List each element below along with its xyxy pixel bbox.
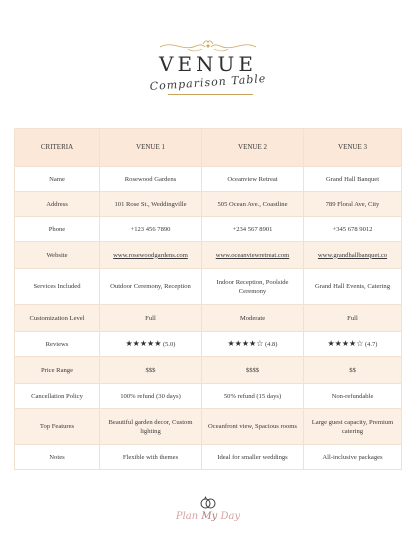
page-subtitle: Comparison Table — [149, 71, 267, 94]
page-footer — [0, 495, 416, 535]
table-row-reviews — [15, 332, 402, 357]
table-cell: 50% refund (15 days) — [202, 384, 304, 409]
star-rating-icon: ★★★★☆ — [327, 339, 364, 348]
website-link[interactable]: www.rosewoodgardens.com — [113, 251, 188, 259]
row-label: Services Included — [15, 269, 100, 305]
row-label: Notes — [15, 445, 100, 470]
table-cell: Grand Hall Events, Catering — [304, 269, 402, 305]
brand-word-my: My — [201, 511, 218, 522]
table-cell: Non-refundable — [304, 384, 402, 409]
star-rating-icon: ★★★★☆ — [227, 339, 264, 348]
table-cell — [100, 242, 202, 269]
row-label: Phone — [15, 217, 100, 242]
row-label: Cancellation Policy — [15, 384, 100, 409]
star-rating-icon: ★★★★★ — [125, 339, 162, 348]
table-row-address — [15, 192, 402, 217]
rating-value: (4.8) — [265, 341, 278, 348]
table-cell: +345 678 9012 — [304, 217, 402, 242]
column-header-criteria: CRITERIA — [15, 129, 100, 167]
page-title: VENUE — [159, 52, 257, 76]
website-link[interactable]: www.oceanviewretreat.com — [215, 251, 290, 259]
table-cell — [100, 332, 202, 357]
table-cell: Grand Hall Banquet — [304, 167, 402, 192]
table-cell: All-inclusive packages — [304, 445, 402, 470]
table-cell: +234 567 8901 — [202, 217, 304, 242]
table-cell: Flexible with themes — [100, 445, 202, 470]
table-cell: 789 Floral Ave, City — [304, 192, 402, 217]
table-cell: 101 Rose St., Weddingville — [100, 192, 202, 217]
table-cell: Beautiful garden decor, Custom lighting — [100, 409, 202, 445]
wedding-rings-icon — [198, 495, 218, 509]
row-label: Name — [15, 167, 100, 192]
table-cell: $$$ — [100, 357, 202, 384]
page-header — [0, 0, 416, 110]
table-row-price — [15, 357, 402, 384]
row-label: Reviews — [15, 332, 100, 357]
row-label: Top Features — [15, 409, 100, 445]
rating-value: (5.0) — [163, 341, 176, 348]
brand-word-day: Day — [220, 511, 241, 522]
table-header-row — [15, 129, 402, 167]
venue-comparison-table — [14, 128, 402, 470]
table-cell: Full — [100, 305, 202, 332]
table-cell: Oceanfront view, Spacious rooms — [202, 409, 304, 445]
table-cell: Ideal for smaller weddings — [202, 445, 304, 470]
column-header-venue-3: VENUE 3 — [304, 129, 402, 167]
table-cell: Indoor Reception, Poolside Ceremony — [202, 269, 304, 305]
title-underline — [168, 94, 253, 95]
row-label: Website — [15, 242, 100, 269]
table-cell: $$$$ — [202, 357, 304, 384]
table-row-features — [15, 409, 402, 445]
table-cell — [304, 242, 402, 269]
row-label: Address — [15, 192, 100, 217]
website-link[interactable]: www.grandhallbanquet.co — [317, 251, 388, 259]
table-cell: Oceanview Retreat — [202, 167, 304, 192]
table-cell: 505 Ocean Ave., Coastline — [202, 192, 304, 217]
table-cell: Large guest capacity, Premium catering — [304, 409, 402, 445]
column-header-venue-1: VENUE 1 — [100, 129, 202, 167]
table-row-phone — [15, 217, 402, 242]
table-cell — [202, 242, 304, 269]
table-cell: $$ — [304, 357, 402, 384]
rating-value: (4.7) — [365, 341, 378, 348]
brand-logo — [0, 511, 416, 522]
table-cell: 100% refund (30 days) — [100, 384, 202, 409]
table-cell: Outdoor Ceremony, Reception — [100, 269, 202, 305]
table-cell: +123 456 7890 — [100, 217, 202, 242]
brand-word-plan: Plan — [175, 511, 199, 522]
row-label: Price Range — [15, 357, 100, 384]
table-cell — [202, 332, 304, 357]
table-cell: Moderate — [202, 305, 304, 332]
table-cell: Rosewood Gardens — [100, 167, 202, 192]
table-row-cancellation — [15, 384, 402, 409]
row-label: Customization Level — [15, 305, 100, 332]
table-row-services — [15, 269, 402, 305]
table-row-name — [15, 167, 402, 192]
table-row-notes — [15, 445, 402, 470]
table-row-customization — [15, 305, 402, 332]
table-row-website — [15, 242, 402, 269]
table-cell — [304, 332, 402, 357]
table-cell: Full — [304, 305, 402, 332]
column-header-venue-2: VENUE 2 — [202, 129, 304, 167]
